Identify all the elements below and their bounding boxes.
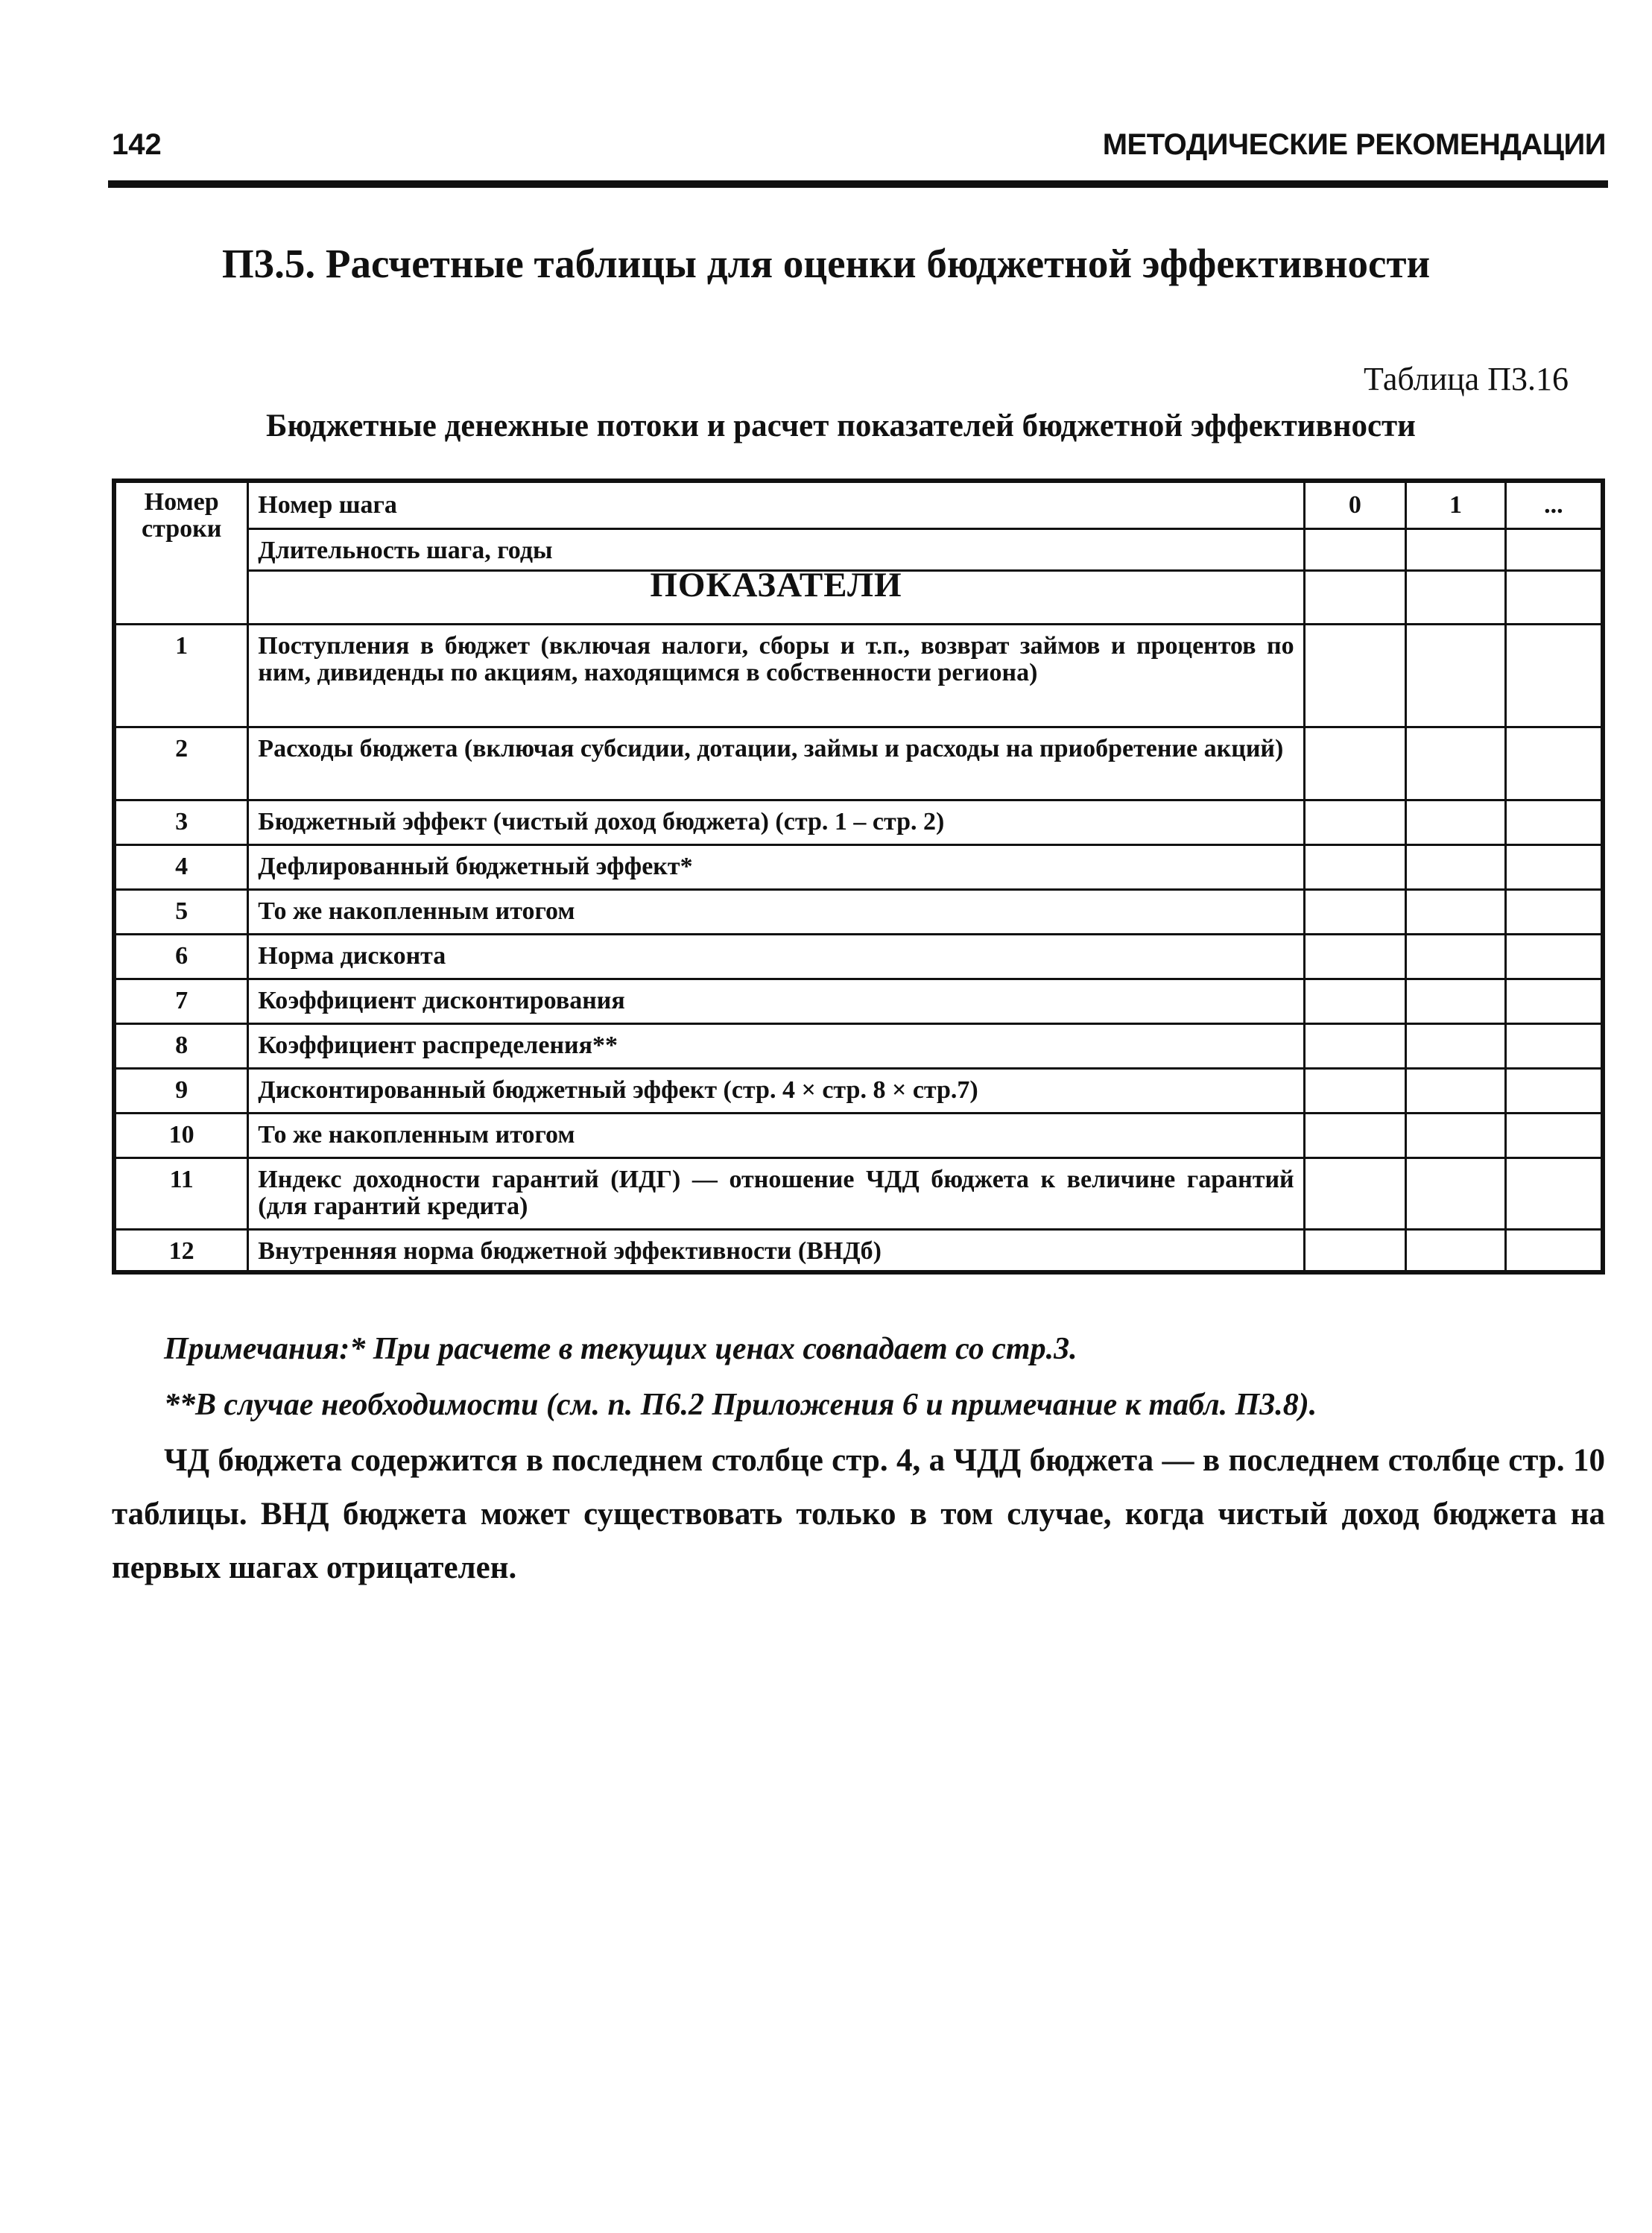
indicator-label: [248, 800, 1304, 844]
table-row: [114, 979, 1603, 1023]
row-number: [114, 979, 248, 1023]
step-duration-label-text: Длительность шага, годы: [258, 536, 553, 564]
value-cell-0: [1304, 889, 1406, 934]
step-number-row: [114, 481, 1603, 528]
row-number-text: 7: [175, 986, 189, 1014]
value-cell-0: [1304, 800, 1406, 844]
indicator-label-text: Бюджетный эффект (чистый доход бюджета) (стр. 1 – стр. 2): [258, 807, 945, 836]
value-cell-0: [1304, 1157, 1406, 1229]
indicators-header-text: ПОКАЗАТЕЛИ: [650, 565, 902, 604]
value-cell-more: [1505, 1113, 1603, 1157]
indicator-label-text: То же накопленным итогом: [258, 897, 575, 925]
value-cell-1: [1406, 800, 1506, 844]
value-cell-0: [1304, 1113, 1406, 1157]
table-row: [114, 1113, 1603, 1157]
value-cell-1: [1406, 727, 1506, 800]
row-number: [114, 1023, 248, 1068]
table-label: Таблица П3.16: [1364, 361, 1569, 397]
row-number-text: 5: [175, 897, 189, 925]
indicator-label-text: Поступления в бюджет (включая налоги, сборы и т.п., возврат займов и процентов по ним, дивиденды по акциям, находящимся в собственности региона): [258, 631, 1294, 686]
page-number: 142: [112, 128, 162, 161]
step-column-1: [1406, 481, 1506, 528]
indicators-header: [248, 565, 1304, 624]
value-cell-1: [1406, 1157, 1506, 1229]
row-number-text: 2: [175, 734, 189, 762]
budget-efficiency-table: [112, 479, 1605, 1275]
value-cell-1: [1406, 1023, 1506, 1068]
row-number-header-text: Номер строки: [142, 488, 222, 543]
value-cell-0: [1304, 1068, 1406, 1113]
value-cell-0: [1304, 934, 1406, 979]
table-row: [114, 844, 1603, 889]
table-row: [114, 727, 1603, 800]
duration-cell-more: [1505, 528, 1603, 570]
value-cell-1: [1406, 1229, 1506, 1272]
indicator-label-text: Дисконтированный бюджетный эффект (стр. 4 × стр. 8 × стр.7): [258, 1076, 978, 1104]
indicator-label: [248, 727, 1304, 800]
indicator-label: [248, 889, 1304, 934]
indicator-label: [248, 1068, 1304, 1113]
value-cell-more: [1505, 934, 1603, 979]
duration-cell-1: [1406, 528, 1506, 570]
step-column-more-text: ...: [1544, 491, 1563, 519]
table-row: [114, 934, 1603, 979]
step-column-0: [1304, 481, 1406, 528]
step-number-label-text: Номер шага: [258, 491, 397, 519]
indicator-label: [248, 844, 1304, 889]
value-cell-more: [1505, 1068, 1603, 1113]
body-paragraph: ЧД бюджета содержится в последнем столбце стр. 4, а ЧДД бюджета — в последнем столбце стр. 10 таблицы. ВНД бюджета может существовать только в том случае, когда чистый доход бюджета на первых шагах отрицателен.: [112, 1443, 1605, 1585]
footnote-1: Примечания:* При расчете в текущих ценах совпадает со стр.3.: [164, 1332, 1077, 1366]
value-cell-0: [1304, 979, 1406, 1023]
header-rule: [108, 180, 1608, 188]
indicator-label-text: Внутренняя норма бюджетной эффективности (ВНДб): [258, 1236, 882, 1265]
step-duration-row: [114, 528, 1603, 570]
step-duration-label: [248, 528, 1304, 570]
running-title: МЕТОДИЧЕСКИЕ РЕКОМЕНДАЦИИ: [1102, 128, 1606, 161]
value-cell-0: [1304, 844, 1406, 889]
step-number-label: [248, 481, 1304, 528]
row-number: [114, 1229, 248, 1272]
table-row: [114, 1023, 1603, 1068]
row-number: [114, 1068, 248, 1113]
indicator-label-text: То же накопленным итогом: [258, 1120, 575, 1149]
value-cell-1: [1406, 889, 1506, 934]
indicator-label-text: Дефлированный бюджетный эффект*: [258, 852, 693, 880]
indicator-label: [248, 979, 1304, 1023]
table-row: [114, 1157, 1603, 1229]
header-cell-0: [1304, 570, 1406, 624]
row-number: [114, 624, 248, 727]
row-number-text: 1: [175, 631, 189, 660]
indicator-label-text: Расходы бюджета (включая субсидии, дотации, займы и расходы на приобретение акций): [258, 734, 1284, 762]
indicator-label: [248, 1229, 1304, 1272]
table-row: [114, 889, 1603, 934]
row-number-text: 4: [175, 852, 189, 880]
row-number-text: 6: [175, 941, 189, 970]
step-column-0-text: 0: [1348, 491, 1361, 519]
row-number: [114, 844, 248, 889]
row-number: [114, 1113, 248, 1157]
value-cell-1: [1406, 624, 1506, 727]
indicators-header-row: [114, 570, 1603, 624]
row-number: [114, 934, 248, 979]
value-cell-1: [1406, 844, 1506, 889]
section-title: П3.5. Расчетные таблицы для оценки бюджетной эффективности: [221, 241, 1431, 286]
value-cell-0: [1304, 1229, 1406, 1272]
page-header: [112, 128, 1606, 173]
footnote-2: **В случае необходимости (см. п. П6.2 Приложения 6 и примечание к табл. П3.8).: [164, 1388, 1317, 1422]
row-number: [114, 800, 248, 844]
header-cell-more: [1505, 570, 1603, 624]
row-number-header: [114, 481, 248, 624]
indicator-label: [248, 1023, 1304, 1068]
value-cell-0: [1304, 727, 1406, 800]
value-cell-1: [1406, 979, 1506, 1023]
table-row: [114, 800, 1603, 844]
table-caption: Бюджетные денежные потоки и расчет показателей бюджетной эффективности: [266, 408, 1416, 443]
value-cell-more: [1505, 979, 1603, 1023]
value-cell-more: [1505, 800, 1603, 844]
value-cell-more: [1505, 1157, 1603, 1229]
value-cell-1: [1406, 1068, 1506, 1113]
indicator-label-text: Норма дисконта: [258, 941, 446, 970]
value-cell-more: [1505, 1023, 1603, 1068]
indicator-label-text: Коэффициент распределения**: [258, 1031, 618, 1059]
indicator-label: [248, 1113, 1304, 1157]
table-row: [114, 1229, 1603, 1272]
table-row: [114, 1068, 1603, 1113]
indicator-label-text: Коэффициент дисконтирования: [258, 986, 625, 1014]
row-number: [114, 1157, 248, 1229]
row-number-text: 3: [175, 807, 189, 836]
indicator-label-text: Индекс доходности гарантий (ИДГ) — отношение ЧДД бюджета к величине гарантий (для гарантий кредита): [258, 1165, 1294, 1220]
value-cell-1: [1406, 934, 1506, 979]
value-cell-more: [1505, 624, 1603, 727]
value-cell-more: [1505, 889, 1603, 934]
table-row: [114, 624, 1603, 727]
step-column-more: [1505, 481, 1603, 528]
value-cell-more: [1505, 727, 1603, 800]
row-number-text: 12: [168, 1236, 194, 1265]
row-number-text: 10: [168, 1120, 194, 1149]
indicator-label: [248, 624, 1304, 727]
step-column-1-text: 1: [1449, 491, 1462, 519]
header-cell-1: [1406, 570, 1506, 624]
row-number-text: 11: [169, 1165, 194, 1193]
value-cell-more: [1505, 844, 1603, 889]
row-number: [114, 727, 248, 800]
value-cell-0: [1304, 1023, 1406, 1068]
value-cell-more: [1505, 1229, 1603, 1272]
indicator-label: [248, 1157, 1304, 1229]
indicator-label: [248, 934, 1304, 979]
row-number-text: 9: [175, 1076, 189, 1104]
duration-cell-0: [1304, 528, 1406, 570]
row-number: [114, 889, 248, 934]
value-cell-1: [1406, 1113, 1506, 1157]
value-cell-0: [1304, 624, 1406, 727]
row-number-text: 8: [175, 1031, 189, 1059]
